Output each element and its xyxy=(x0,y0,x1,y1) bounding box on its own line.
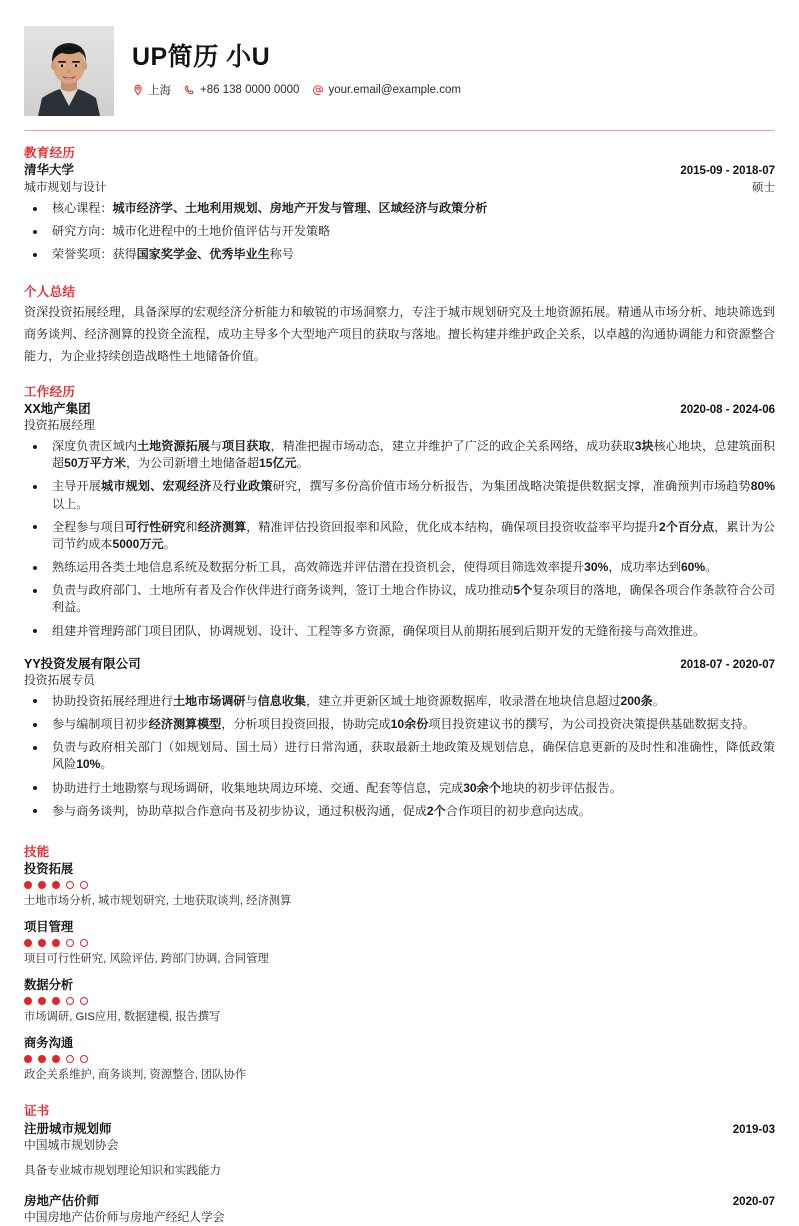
skill-desc: 土地市场分析, 城市规划研究, 土地获取谈判, 经济测算 xyxy=(24,895,292,908)
work-bullets xyxy=(24,438,775,640)
phone-icon xyxy=(184,84,196,96)
resume-header xyxy=(24,0,775,126)
skill-rating xyxy=(24,881,775,889)
work-role: 投资拓展经理 xyxy=(24,418,95,433)
contact-phone-value: +86 138 0000 0000 xyxy=(200,83,300,96)
education-date: 2015-09 - 2018-07 xyxy=(680,165,775,178)
skill-desc: 政企关系维护, 商务谈判, 资源整合, 团队协作 xyxy=(24,1069,247,1082)
section-summary xyxy=(24,284,775,368)
bullet-item: 组建并管理跨部门项目团队，协调规划、设计、工程等多方资源，确保项目从前期拓展到后期开发的无缝衔接与高效推进。 xyxy=(24,623,775,640)
avatar xyxy=(24,26,114,116)
skill-rating-dot xyxy=(66,1055,74,1063)
certificate-desc: 具备专业城市规划理论知识和实践能力 xyxy=(24,1163,222,1177)
skill-rating xyxy=(24,997,775,1005)
contact-list xyxy=(132,82,775,98)
section-title-work: 工作经历 xyxy=(24,384,76,399)
skill-rating-dot xyxy=(52,881,60,889)
skill-rating-dot xyxy=(66,939,74,947)
education-major: 城市规划与设计 xyxy=(24,179,107,194)
education-bullets xyxy=(24,200,775,264)
work-date: 2018-07 - 2020-07 xyxy=(680,658,775,671)
skill-name: 数据分析 xyxy=(24,978,74,993)
header-text-block xyxy=(132,42,775,99)
skill-desc: 市场调研, GIS应用, 数据建模, 报告撰写 xyxy=(24,1011,221,1024)
section-skills xyxy=(24,844,775,1084)
bullet-item: 熟练运用各类土地信息系统及数据分析工具，高效筛选并评估潜在投资机会，使得项目筛选效率提升30%，成功率达到60%。 xyxy=(24,559,775,576)
contact-location xyxy=(132,82,171,98)
skill-item xyxy=(24,861,775,910)
certificate-issuer: 中国城市规划协会 xyxy=(24,1137,119,1152)
skill-rating-dot xyxy=(52,997,60,1005)
bullet-item: 研究方向：城市化进程中的土地价值评估与开发策略 xyxy=(24,223,775,240)
header-divider xyxy=(24,130,775,131)
work-bullets xyxy=(24,693,775,820)
skill-rating-dot xyxy=(80,881,88,889)
section-title-certificates: 证书 xyxy=(24,1104,50,1119)
bullet-item: 全程参与项目可行性研究和经济测算，精准评估投资回报率和风险，优化成本结构，确保项目投资收益率平均提升2个百分点，累计为公司节约成本5000万元。 xyxy=(24,519,775,553)
skill-rating-dot xyxy=(24,997,32,1005)
certificate-name: 房地产估价师 xyxy=(24,1193,100,1208)
skill-rating-dot xyxy=(66,881,74,889)
skill-rating-dot xyxy=(80,997,88,1005)
skill-item xyxy=(24,977,775,1026)
at-sign-icon xyxy=(312,84,324,96)
skill-name: 项目管理 xyxy=(24,920,74,935)
skill-rating xyxy=(24,939,775,947)
bullet-item: 负责与政府部门、土地所有者及合作伙伴进行商务谈判，签订土地合作协议，成功推动5个复杂项目的落地，确保各项合作条款符合公司利益。 xyxy=(24,582,775,616)
bullet-item: 负责与政府相关部门（如规划局、国土局）进行日常沟通，获取最新土地政策及规划信息，确保信息更新的及时性和准确性，降低政策风险10%。 xyxy=(24,739,775,773)
location-pin-icon xyxy=(132,84,144,96)
section-title-summary: 个人总结 xyxy=(24,284,76,299)
bullet-item: 参与编制项目初步经济测算模型，分析项目投资回报，协助完成10余份项目投资建议书的撰写，为公司投资决策提供基础数据支持。 xyxy=(24,716,775,733)
skill-rating-dot xyxy=(38,1055,46,1063)
certificate-entry xyxy=(24,1121,775,1179)
skill-rating-dot xyxy=(38,881,46,889)
bullet-item: 协助进行土地勘察与现场调研，收集地块周边环境、交通、配套等信息，完成30余个地块的初步评估报告。 xyxy=(24,780,775,797)
bullet-item: 参与商务谈判，协助草拟合作意向书及初步协议，通过积极沟通，促成2个合作项目的初步意向达成。 xyxy=(24,803,775,820)
skill-item xyxy=(24,1035,775,1084)
person-name: UP简历 小U xyxy=(132,43,271,72)
skill-rating-dot xyxy=(52,1055,60,1063)
work-entry xyxy=(24,401,775,640)
certificate-entry xyxy=(24,1193,775,1226)
skill-name: 投资拓展 xyxy=(24,862,74,877)
skill-rating xyxy=(24,1055,775,1063)
section-work xyxy=(24,384,775,820)
skill-item xyxy=(24,919,775,968)
skill-rating-dot xyxy=(24,881,32,889)
skill-rating-dot xyxy=(80,939,88,947)
skill-rating-dot xyxy=(52,939,60,947)
work-entry xyxy=(24,656,775,820)
section-title-education: 教育经历 xyxy=(24,146,76,160)
certificate-date: 2020-07 xyxy=(732,1195,775,1208)
education-school: 清华大学 xyxy=(24,163,75,178)
certificate-issuer: 中国房地产估价师与房地产经纪人学会 xyxy=(24,1210,225,1225)
contact-location-value: 上海 xyxy=(148,84,171,97)
education-entry xyxy=(24,162,775,263)
work-company: YY投资发展有限公司 xyxy=(24,656,141,671)
contact-email-value: your.email@example.com xyxy=(328,83,461,96)
certificate-name: 注册城市规划师 xyxy=(24,1121,112,1136)
certificate-date: 2019-03 xyxy=(732,1123,775,1136)
work-company: XX地产集团 xyxy=(24,401,91,416)
skill-rating-dot xyxy=(38,997,46,1005)
section-certificates xyxy=(24,1103,775,1226)
contact-phone xyxy=(184,84,299,96)
skill-desc: 项目可行性研究, 风险评估, 跨部门协调, 合同管理 xyxy=(24,953,269,966)
skill-rating-dot xyxy=(38,939,46,947)
skill-rating-dot xyxy=(24,939,32,947)
skill-rating-dot xyxy=(66,997,74,1005)
bullet-item: 协助投资拓展经理进行土地市场调研与信息收集，建立并更新区域土地资源数据库，收录潜在地块信息超过200条。 xyxy=(24,693,775,710)
bullet-item: 主导开展城市规划、宏观经济及行业政策研究，撰写多份高价值市场分析报告，为集团战略决策提供数据支撑，准确预判市场趋势80%以上。 xyxy=(24,478,775,512)
skills-list xyxy=(24,861,775,1084)
education-degree: 硕士 xyxy=(752,181,775,194)
summary-text: 资深投资拓展经理，具备深厚的宏观经济分析能力和敏锐的市场洞察力，专注于城市规划研究及土地资源拓展。精通从市场分析、地块筛选到商务谈判、经济测算的投资全流程，成功主导多个大型地产项目的获取与落地。擅长构建并维护政企关系，以卓越的沟通协调能力和资源整合能力，为企业持续创造战略性土地储备价值。 xyxy=(24,304,775,364)
skill-rating-dot xyxy=(80,1055,88,1063)
section-education xyxy=(24,145,775,264)
work-date: 2020-08 - 2024-06 xyxy=(680,403,775,416)
skill-rating-dot xyxy=(24,1055,32,1063)
work-role: 投资拓展专员 xyxy=(24,673,95,688)
section-title-skills: 技能 xyxy=(24,844,50,859)
skill-name: 商务沟通 xyxy=(24,1036,74,1051)
bullet-item: 核心课程：城市经济学、土地利用规划、房地产开发与管理、区域经济与政策分析 xyxy=(24,200,775,217)
bullet-item: 荣誉奖项：获得国家奖学金、优秀毕业生称号 xyxy=(24,246,775,263)
bullet-item: 深度负责区域内土地资源拓展与项目获取，精准把握市场动态，建立并维护了广泛的政企关系网络，成功获取3块核心地块，总建筑面积超50万平方米，为公司新增土地储备超15亿元。 xyxy=(24,438,775,472)
contact-email xyxy=(312,84,460,96)
